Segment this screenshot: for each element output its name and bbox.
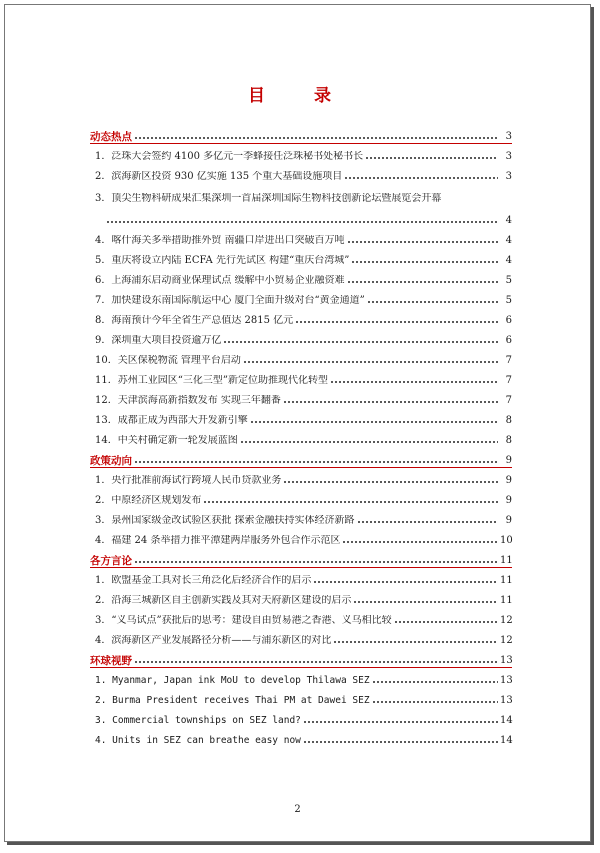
dot-leader bbox=[333, 640, 498, 644]
entry-title: 12．天津滨海高新指数发布 实现三年翻番 bbox=[95, 395, 281, 406]
dot-leader bbox=[367, 300, 498, 304]
entry-title: 1. Myanmar, Japan ink MoU to develop Thilawa SEZ bbox=[95, 675, 370, 686]
entry-title: 4．喀什海关多举措助推外贸 南疆口岸进出口突破百万吨 bbox=[95, 235, 345, 246]
page-ref: 11 bbox=[500, 555, 513, 566]
page-ref: 13 bbox=[500, 695, 513, 706]
dot-leader bbox=[283, 400, 498, 404]
toc-section-heading[interactable] bbox=[90, 649, 512, 667]
toc-entry[interactable] bbox=[90, 287, 512, 307]
page-ref: 9 bbox=[505, 495, 512, 506]
section-heading-text: 政策动向 bbox=[90, 455, 132, 467]
page-ref: 7 bbox=[505, 355, 512, 366]
entry-title: 2．沿海三城新区自主创新实践及其对天府新区建设的启示 bbox=[95, 595, 352, 606]
toc-entry[interactable] bbox=[90, 587, 512, 607]
entry-title: 5．重庆将设立内陆 ECFA 先行先试区 构建“重庆台湾城” bbox=[95, 255, 350, 266]
section-heading-text: 各方言论 bbox=[90, 555, 132, 567]
toc-entry[interactable] bbox=[90, 427, 512, 447]
dot-leader bbox=[351, 260, 498, 264]
toc-entry[interactable] bbox=[90, 143, 512, 163]
toc-entry[interactable] bbox=[90, 527, 512, 547]
toc-section bbox=[90, 549, 512, 647]
page-ref: 9 bbox=[505, 455, 512, 466]
toc-entry[interactable] bbox=[90, 407, 512, 427]
toc-entry[interactable] bbox=[90, 227, 512, 247]
page-ref: 5 bbox=[505, 295, 512, 306]
dot-leader bbox=[347, 240, 498, 244]
page-ref: 8 bbox=[505, 435, 512, 446]
toc-entry[interactable] bbox=[90, 367, 512, 387]
dot-leader bbox=[243, 360, 498, 364]
page-ref: 11 bbox=[500, 595, 513, 606]
page-ref: 13 bbox=[500, 675, 513, 686]
dot-leader bbox=[223, 340, 498, 344]
dot-leader bbox=[134, 136, 498, 140]
dot-leader bbox=[357, 520, 498, 524]
toc-entry[interactable] bbox=[90, 347, 512, 367]
entry-title: 2．中原经济区规划发布 bbox=[95, 495, 202, 506]
toc-section-heading[interactable] bbox=[90, 549, 512, 567]
page-ref: 4 bbox=[505, 255, 512, 266]
entry-title: 3．顶尖生物科研成果汇集深圳一首届深圳国际生物科技创新论坛暨展览会开幕 bbox=[95, 193, 442, 204]
dot-leader bbox=[203, 500, 498, 504]
toc-entry[interactable] bbox=[90, 687, 512, 707]
entry-title: 6．上海浦东启动商业保理试点 缓解中小贸易企业融资难 bbox=[95, 275, 345, 286]
page-ref: 3 bbox=[505, 151, 512, 162]
entry-title: 9．深圳重大项目投资逾万亿 bbox=[95, 335, 222, 346]
toc-entry[interactable] bbox=[90, 183, 512, 205]
dot-leader bbox=[295, 320, 498, 324]
dot-leader bbox=[250, 420, 498, 424]
toc-section-heading[interactable] bbox=[90, 449, 512, 467]
toc-title: 目 录 bbox=[248, 86, 347, 106]
entry-title: 13．成都正成为西部大开发新引擎 bbox=[95, 415, 248, 426]
page-ref: 4 bbox=[505, 235, 512, 246]
section-heading-text: 环球视野 bbox=[90, 655, 132, 667]
toc-entry[interactable] bbox=[90, 163, 512, 183]
toc-section bbox=[90, 649, 512, 747]
toc-section-heading[interactable] bbox=[90, 125, 512, 143]
page-ref: 5 bbox=[505, 275, 512, 286]
toc-entry[interactable] bbox=[90, 627, 512, 647]
toc-entry[interactable] bbox=[90, 507, 512, 527]
toc-section bbox=[90, 449, 512, 547]
dot-leader bbox=[134, 460, 498, 464]
entry-title: 4. Units in SEZ can breathe easy now bbox=[95, 735, 301, 746]
page-ref: 6 bbox=[505, 315, 512, 326]
entry-title: 2. Burma President receives Thai PM at Dawei SEZ bbox=[95, 695, 370, 706]
dot-leader bbox=[106, 220, 498, 224]
dot-leader bbox=[330, 380, 498, 384]
toc-entry[interactable] bbox=[90, 567, 512, 587]
page-ref: 3 bbox=[505, 171, 512, 182]
dot-leader bbox=[394, 620, 498, 624]
page-ref: 9 bbox=[505, 515, 512, 526]
entry-title: 7．加快建设东南国际航运中心 厦门全面升级对台“黄金通道” bbox=[95, 295, 365, 306]
page-number: 2 bbox=[294, 804, 301, 815]
dot-leader bbox=[372, 680, 498, 684]
page-ref: 4 bbox=[505, 215, 512, 226]
toc-entry[interactable] bbox=[90, 247, 512, 267]
page-ref: 6 bbox=[505, 335, 512, 346]
toc-entry[interactable] bbox=[90, 307, 512, 327]
entry-title: 1．泛珠大会签约 4100 多亿元一李蜂接任泛珠秘书处秘书长 bbox=[95, 151, 364, 162]
page-ref: 12 bbox=[500, 635, 513, 646]
dot-leader bbox=[240, 440, 498, 444]
entry-title: 2．滨海新区投资 930 亿实施 135 个重大基础设施项目 bbox=[95, 171, 343, 182]
entry-title: 4．福建 24 条举措力推平潭建两岸服务外包合作示范区 bbox=[95, 535, 341, 546]
toc-section bbox=[90, 125, 512, 447]
page-ref: 14 bbox=[500, 735, 513, 746]
toc-entry[interactable] bbox=[90, 327, 512, 347]
toc-entry[interactable] bbox=[90, 607, 512, 627]
entry-title: 10．关区保税物流 管理平台启动 bbox=[95, 355, 241, 366]
entry-title: 3．泉州国家级金改试验区获批 探索金融扶持实体经济新路 bbox=[95, 515, 355, 526]
page-ref: 3 bbox=[505, 131, 512, 142]
toc-entry[interactable] bbox=[90, 387, 512, 407]
entry-title: 8．海南预计今年全省生产总值达 2815 亿元 bbox=[95, 315, 294, 326]
dot-leader bbox=[347, 280, 498, 284]
dot-leader bbox=[365, 156, 498, 160]
entry-title: 3. Commercial townships on SEZ land? bbox=[95, 715, 301, 726]
toc-entry[interactable] bbox=[90, 667, 512, 687]
page-ref: 13 bbox=[500, 655, 513, 666]
table-of-contents bbox=[90, 123, 512, 747]
dot-leader bbox=[303, 740, 498, 744]
page-ref: 14 bbox=[500, 715, 513, 726]
dot-leader bbox=[134, 560, 498, 564]
entry-title: 14．中关村确定新一轮发展蓝图 bbox=[95, 435, 238, 446]
entry-title: 1．央行批准前海试行跨境人民币贷款业务 bbox=[95, 475, 282, 486]
toc-entry[interactable] bbox=[90, 267, 512, 287]
toc-entry[interactable] bbox=[90, 727, 512, 747]
dot-leader bbox=[313, 580, 498, 584]
entry-title: 4．滨海新区产业发展路径分析——与浦东新区的对比 bbox=[95, 635, 332, 646]
section-heading-text: 动态热点 bbox=[90, 131, 132, 143]
entry-title: 11．苏州工业园区“三化三型”新定位助推现代化转型 bbox=[95, 375, 328, 386]
entry-title: 3．“义乌试点”获批后的思考：建设自由贸易港之香港、义乌相比较 bbox=[95, 615, 392, 626]
toc-entry[interactable] bbox=[90, 487, 512, 507]
document-page bbox=[4, 4, 591, 842]
page-ref: 12 bbox=[500, 615, 513, 626]
dot-leader bbox=[342, 540, 498, 544]
dot-leader bbox=[303, 720, 498, 724]
dot-leader bbox=[344, 176, 498, 180]
page-ref: 9 bbox=[505, 475, 512, 486]
dot-leader bbox=[134, 660, 498, 664]
page-ref: 10 bbox=[500, 535, 513, 546]
toc-entry[interactable] bbox=[90, 707, 512, 727]
page-ref: 11 bbox=[500, 575, 513, 586]
toc-entry[interactable] bbox=[90, 467, 512, 487]
page-ref: 8 bbox=[505, 415, 512, 426]
dot-leader bbox=[372, 700, 498, 704]
entry-title: 1．欧盟基金工具对长三角泛化后经济合作的启示 bbox=[95, 575, 312, 586]
page-ref: 7 bbox=[505, 375, 512, 386]
page-ref: 7 bbox=[505, 395, 512, 406]
toc-entry-continuation[interactable] bbox=[90, 205, 512, 227]
dot-leader bbox=[353, 600, 498, 604]
dot-leader bbox=[283, 480, 498, 484]
